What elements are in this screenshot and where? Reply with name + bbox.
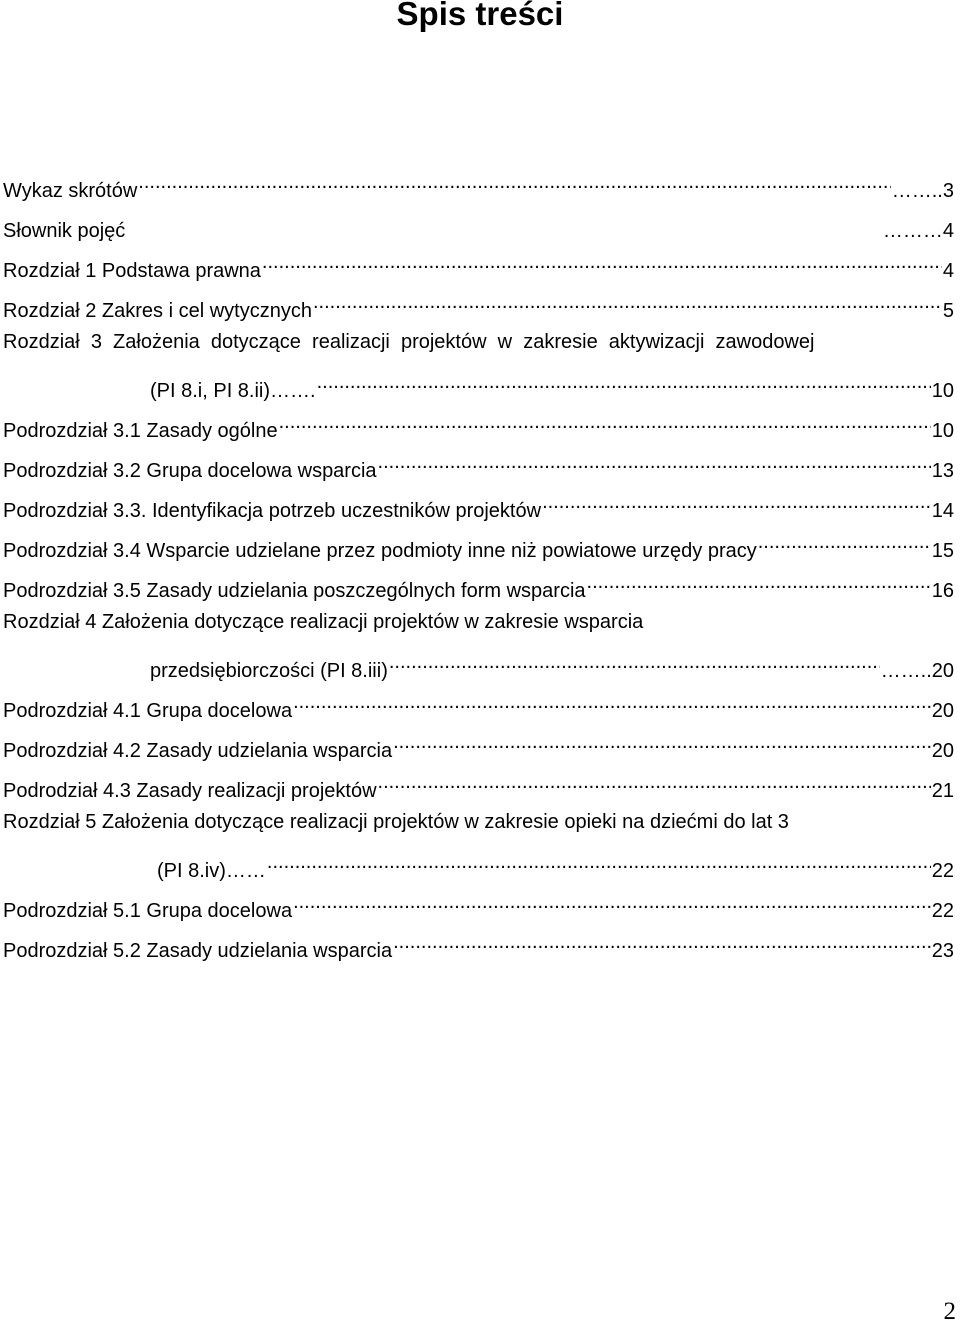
toc-entry-podrozdzial-5-2[interactable]	[3, 927, 954, 962]
toc-leader	[587, 567, 931, 597]
toc-entry-page: ……..3	[891, 180, 954, 202]
toc-entry-text: Podrozdział 5.2 Zasady udzielania wsparcia	[3, 940, 393, 962]
toc-entry-page: ………4	[882, 220, 954, 242]
toc-entry-text: Rozdział 1 Podstawa prawna	[3, 260, 261, 282]
toc-entry-rozdzial-3[interactable]	[3, 327, 954, 357]
toc-entry-page: 5	[942, 300, 954, 322]
toc-leader	[138, 167, 890, 197]
toc-entry-page: 10	[931, 420, 954, 442]
toc-entry-page: 23	[931, 940, 954, 962]
toc-leader	[758, 527, 931, 557]
toc-entry-text: Podrozdział 5.1 Grupa docelowa	[3, 900, 293, 922]
toc-leader	[393, 727, 931, 757]
toc-leader	[542, 487, 931, 517]
toc-leader	[267, 847, 931, 877]
toc-entry-page: 20	[931, 740, 954, 762]
toc-entry-podrozdzial-3-2[interactable]	[3, 447, 954, 482]
toc-entry-text: Rozdział 2 Zakres i cel wytycznych	[3, 300, 312, 322]
toc-entry-text: przedsiębiorczości (PI 8.iii)	[150, 660, 388, 682]
toc-leader	[378, 447, 931, 477]
toc-entry-podrozdzial-3-5[interactable]	[3, 567, 954, 602]
toc-entry-rozdzial-2[interactable]	[3, 287, 954, 322]
toc-entry-podrozdzial-4-1[interactable]	[3, 687, 954, 722]
toc-entry-podrozdzial-4-2[interactable]	[3, 727, 954, 762]
toc-entry-rozdzial-4-cont[interactable]	[150, 647, 954, 682]
toc-leader	[313, 287, 942, 317]
toc-entry-rozdzial-1[interactable]	[3, 247, 954, 282]
toc-entry-page: 13	[931, 460, 954, 482]
toc-entry-text: (PI 8.iv)……	[157, 860, 266, 882]
toc-entry-text: Podrozdział 4.2 Zasady udzielania wsparcia	[3, 740, 393, 762]
toc-leader	[293, 687, 931, 717]
toc-entry-text: Podrozdział 4.1 Grupa docelowa	[3, 700, 293, 722]
toc-leader	[279, 407, 931, 437]
toc-entry-wykaz-skrotow[interactable]	[3, 167, 954, 202]
toc-leader	[262, 247, 942, 277]
toc-entry-podrodzial-4-3[interactable]	[3, 767, 954, 802]
toc-entry-podrozdzial-3-4[interactable]	[3, 527, 954, 562]
toc-entry-page: 20	[931, 700, 954, 722]
toc-entry-text: Rozdział 5 Założenia dotyczące realizacji projektów w zakresie opieki na dziećmi do lat 3	[3, 811, 789, 833]
toc-entry-page: 4	[942, 260, 954, 282]
toc-entry-slownik-pojec[interactable]	[3, 207, 954, 242]
toc-entry-podrozdzial-3-1[interactable]	[3, 407, 954, 442]
toc-leader	[389, 647, 880, 677]
toc-entry-page: 15	[931, 540, 954, 562]
toc-entry-rozdzial-4[interactable]	[3, 607, 954, 637]
toc-entry-page: ……..20	[880, 660, 954, 682]
page-title: Spis treści	[396, 0, 564, 32]
toc-entry-page: 21	[931, 780, 954, 802]
toc-entry-page: 14	[931, 500, 954, 522]
toc-entry-podrozdzial-3-3[interactable]	[3, 487, 954, 522]
toc-leader	[393, 927, 931, 957]
toc-entry-page: 22	[931, 860, 954, 882]
toc-entry-text: Podrozdział 3.5 Zasady udzielania poszczególnych form wsparcia	[3, 580, 586, 602]
page-number: 2	[943, 1298, 956, 1325]
toc-entry-text: Podrozdział 3.2 Grupa docelowa wsparcia	[3, 460, 377, 482]
toc-entry-text: (PI 8.i, PI 8.ii)…….	[150, 380, 316, 402]
toc-leader	[317, 367, 931, 397]
toc-entry-text: Wykaz skrótów	[3, 180, 138, 202]
toc-leader	[378, 767, 931, 797]
toc-entry-text: Podrozdział 3.1 Zasady ogólne	[3, 420, 278, 442]
toc-entry-page: 10	[931, 380, 954, 402]
toc-entry-text: Podrozdział 3.3. Identyfikacja potrzeb uczestników projektów	[3, 500, 542, 522]
toc-entry-podrozdzial-5-1[interactable]	[3, 887, 954, 922]
toc-entry-rozdzial-5[interactable]	[3, 807, 954, 837]
toc-entry-text: Słownik pojęć	[3, 220, 126, 242]
toc-entry-text: Rozdział 3 Założenia dotyczące realizacji projektów w zakresie aktywizacji zawodowej	[3, 331, 815, 353]
toc-entry-text: Podrozdział 3.4 Wsparcie udzielane przez podmioty inne niż powiatowe urzędy pracy	[3, 540, 757, 562]
toc-entry-page: 22	[931, 900, 954, 922]
toc-leader	[293, 887, 931, 917]
toc-entry-rozdzial-5-cont[interactable]	[157, 847, 954, 882]
toc-entry-rozdzial-3-cont[interactable]	[150, 367, 954, 402]
toc-entry-page: 16	[931, 580, 954, 602]
toc-entry-text: Rozdział 4 Założenia dotyczące realizacji projektów w zakresie wsparcia	[3, 611, 644, 633]
toc-entry-text: Podrodział 4.3 Zasady realizacji projektów	[3, 780, 377, 802]
